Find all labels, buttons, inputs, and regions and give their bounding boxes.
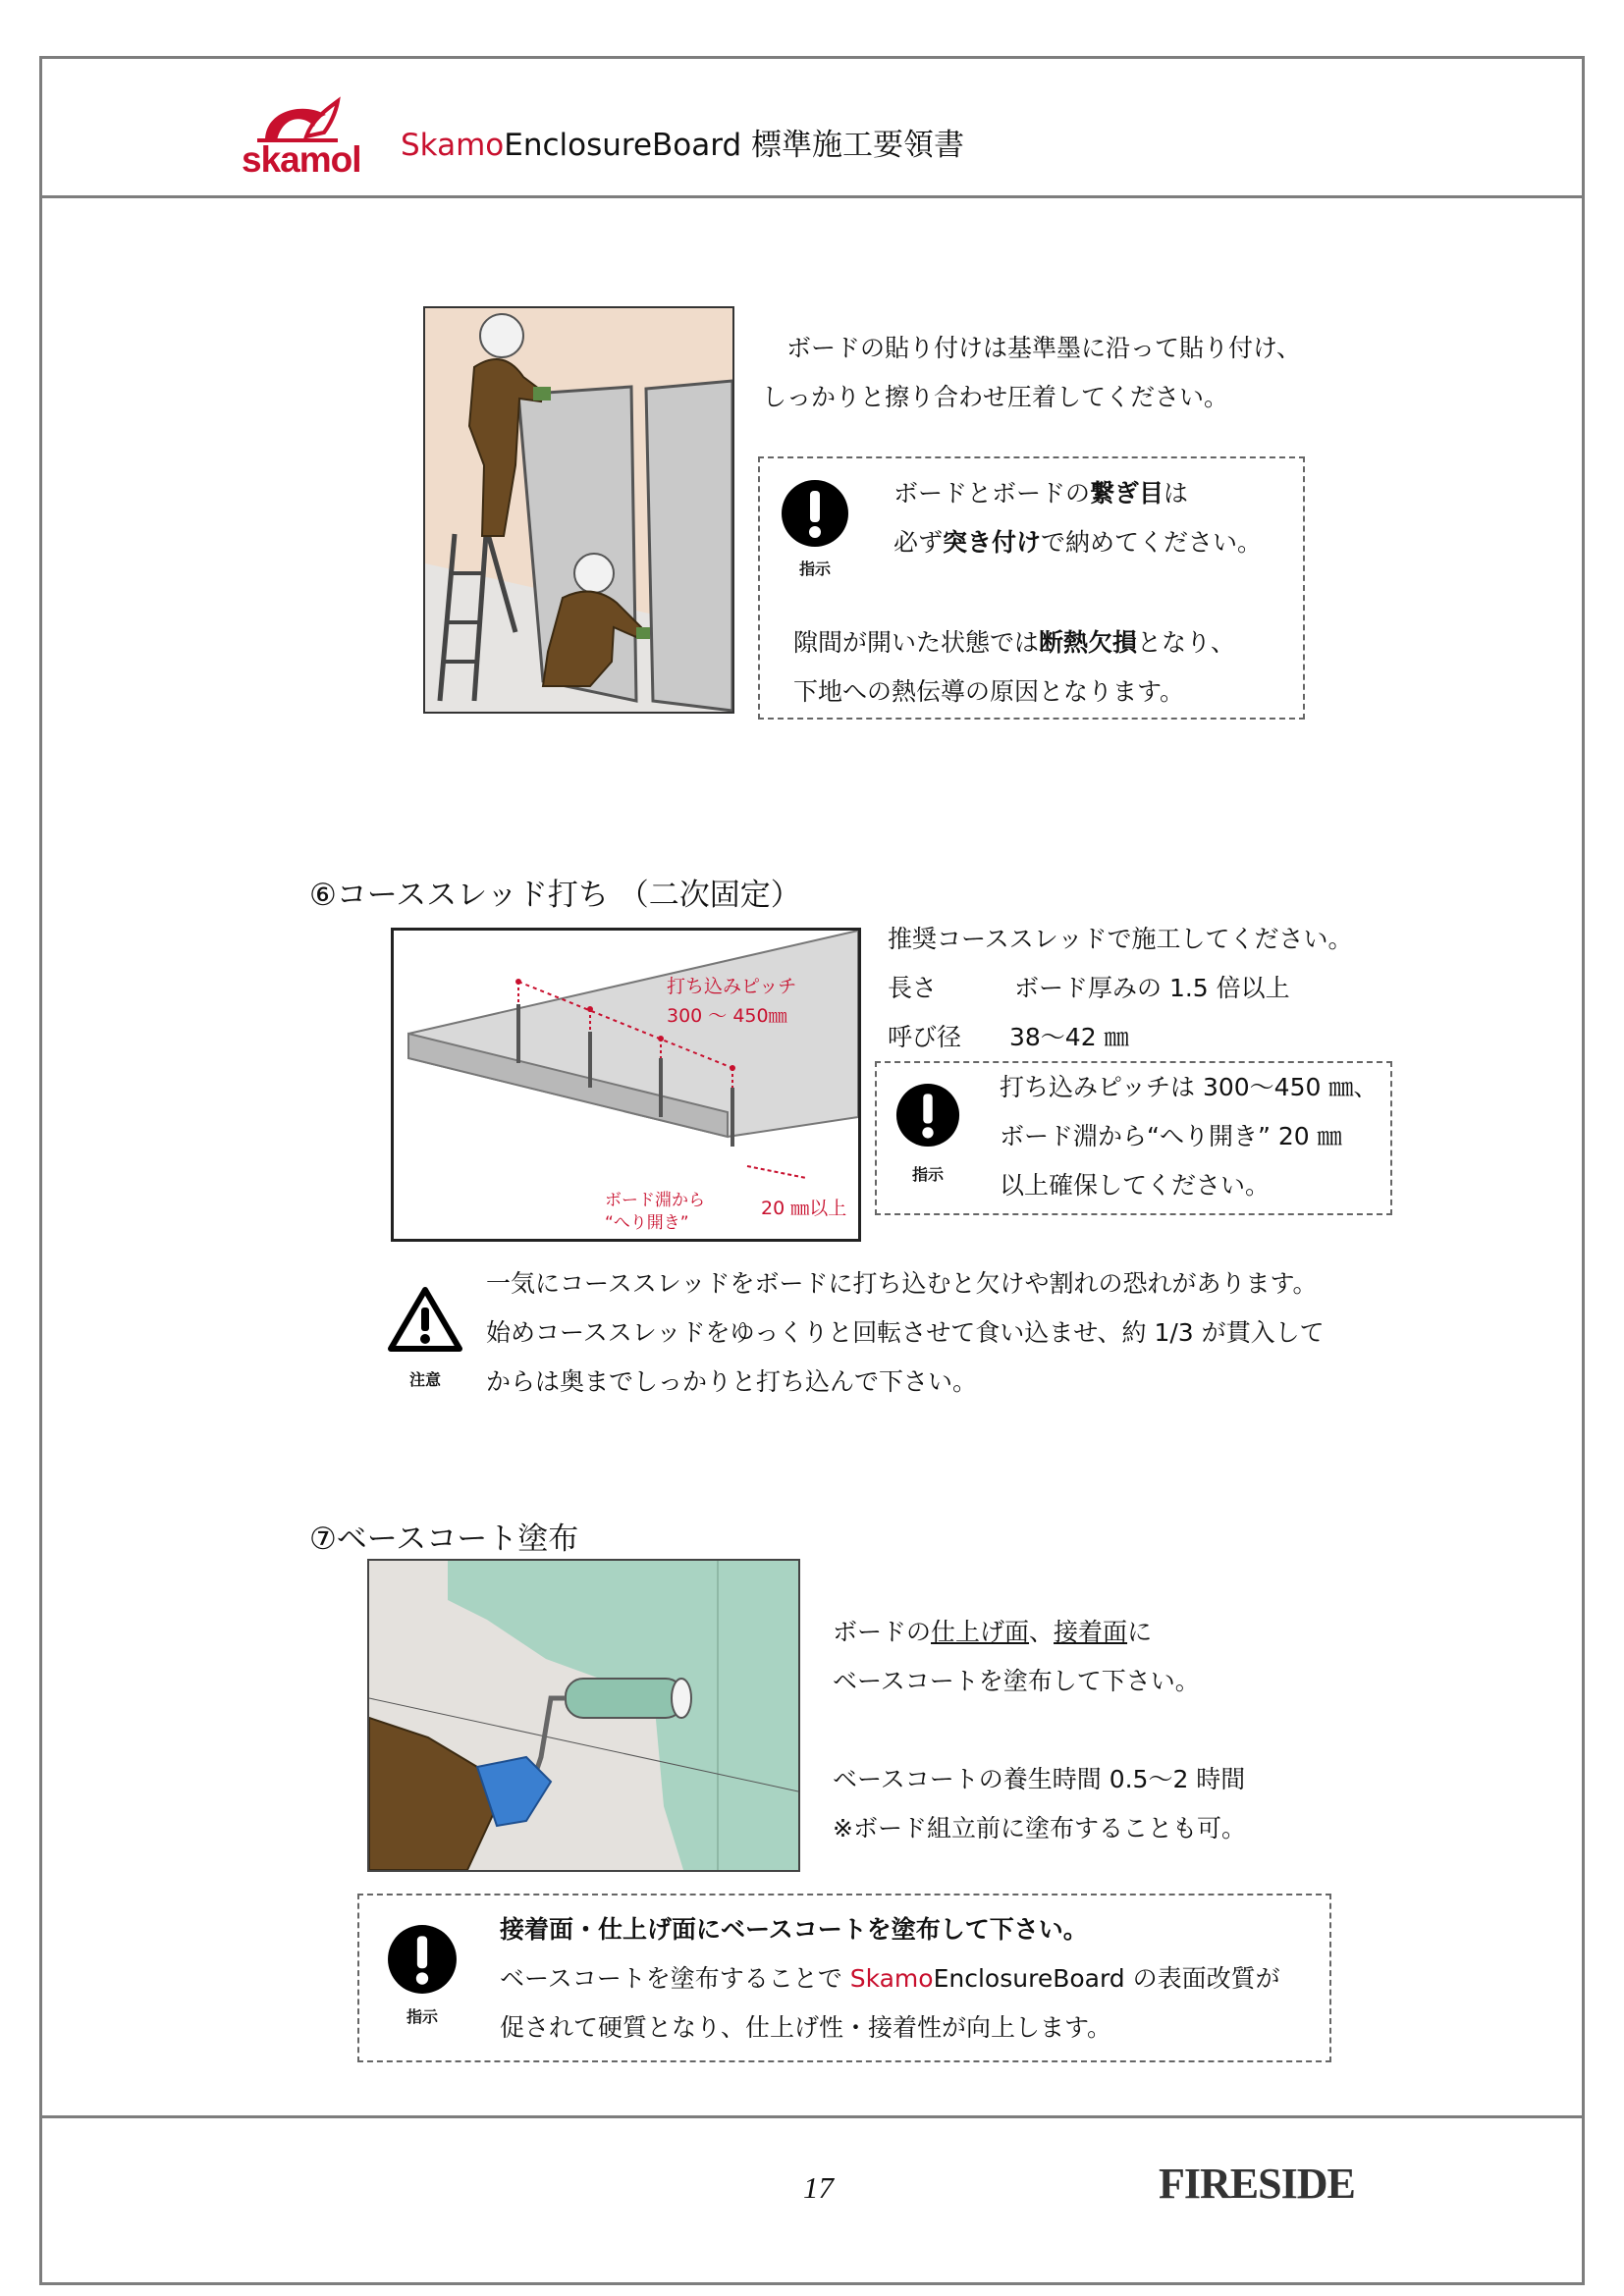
notice-text: は [1164, 479, 1189, 507]
page-number: 17 [803, 2170, 834, 2205]
workers-illustration [425, 308, 732, 712]
notice-text: 隙間が開いた状態では [793, 628, 1040, 657]
notice-emphasis: 断熱欠損 [1039, 628, 1138, 657]
notice-joint-line4: 下地への熱伝導の原因となります。 [793, 677, 1185, 706]
notice-text: EnclosureBoard の表面改質が [933, 1964, 1280, 1993]
spec-diameter-value: 38～42 ㎜ [1009, 1023, 1129, 1051]
document-title [401, 120, 964, 164]
header-divider [39, 195, 1585, 198]
section6-title: ⑥コーススレッド打ち （二次固定） [309, 878, 801, 913]
footer-divider [39, 2115, 1585, 2118]
notice-joint-line2 [893, 518, 1262, 567]
board-install-illustration [423, 306, 734, 714]
spec-intro: 推奨コーススレッドで施工してください。 [888, 925, 1353, 953]
basecoat-line1 [833, 1608, 1152, 1657]
basecoat-notice-line2 [500, 1954, 1280, 2003]
caution-icon [388, 1286, 462, 1357]
edge-value: 20 ㎜以上 [761, 1198, 847, 1219]
spec-length-label: 長さ [888, 974, 938, 1002]
pitch-value: 300 ～ 450㎜ [667, 1005, 787, 1027]
section7-title: ⑦ベースコート塗布 [309, 1522, 579, 1557]
notice-text: ボードとボードの [893, 479, 1091, 507]
edge-label-2: “へり開き” [605, 1213, 689, 1233]
instruction-icon [387, 1924, 458, 1999]
basecoat-text: 、 [1029, 1618, 1055, 1646]
basecoat-text: に [1127, 1618, 1153, 1646]
pitch-label: 打ち込みピッチ [667, 976, 797, 997]
notice-text: となり、 [1137, 628, 1236, 657]
notice-brand: Skamo [849, 1964, 934, 1993]
notice-text: ベースコートを塗布することで [500, 1964, 850, 1993]
instruction-icon [781, 479, 849, 552]
basecoat-notice-line3: 促されて硬質となり、仕上げ性・接着性が向上します。 [500, 2013, 1112, 2042]
title-rest: EnclosureBoard 標準施工要領書 [504, 128, 965, 163]
notice-text: 必ず [893, 528, 944, 557]
notice-emphasis: 繋ぎ目 [1090, 479, 1164, 507]
adhesive-surface-label: 接着面 [1054, 1618, 1128, 1646]
notice-joint-line1 [893, 469, 1188, 518]
title-brand: Skamo [401, 128, 505, 163]
caution-line3: からは奥までしっかりと打ち込んで下さい。 [486, 1367, 978, 1396]
finish-surface-label: 仕上げ面 [931, 1618, 1030, 1646]
base-coat-illustration [367, 1559, 800, 1872]
instruction-icon-label: 指示 [406, 2007, 438, 2026]
logo-text: skamol [242, 139, 361, 180]
pitch-notice-line3: 以上確保してください。 [1000, 1171, 1271, 1200]
notice-emphasis: 突き付け [943, 528, 1042, 557]
screw-pitch-diagram [391, 928, 861, 1242]
notice-text: で納めてください。 [1041, 528, 1263, 557]
fireside-brand: FIRESIDE [1159, 2160, 1355, 2208]
basecoat-line2: ベースコートを塗布して下さい。 [833, 1667, 1200, 1695]
spec-diameter-label: 呼び径 [888, 1023, 962, 1051]
pitch-notice-line2: ボード淵から“へり開き” 20 ㎜ [1000, 1122, 1342, 1150]
spec-length-value: ボード厚みの 1.5 倍以上 [1014, 974, 1290, 1002]
install-text-line2: しっかりと擦り合わせ圧着してください。 [762, 383, 1229, 411]
basecoat-notice-line1: 接着面・仕上げ面にベースコートを塗布して下さい。 [500, 1915, 1088, 1944]
skamol-logo [236, 93, 363, 180]
instruction-icon-label: 指示 [911, 1165, 944, 1184]
instruction-icon-label: 指示 [798, 560, 831, 578]
notice-joint-line3 [793, 618, 1235, 667]
instruction-icon [895, 1083, 960, 1151]
roller-illustration [369, 1561, 798, 1870]
edge-label-1: ボード淵から [605, 1191, 705, 1210]
install-text-line1: ボードの貼り付けは基準墨に沿って貼り付け、 [762, 334, 1302, 362]
basecoat-line3: ベースコートの養生時間 0.5～2 時間 [833, 1765, 1246, 1793]
basecoat-line4: ※ボード組立前に塗布することも可。 [833, 1814, 1246, 1842]
caution-icon-label: 注意 [408, 1370, 441, 1389]
caution-line1: 一気にコーススレッドをボードに打ち込むと欠けや割れの恐れがあります。 [486, 1269, 1318, 1298]
basecoat-text: ボードの [833, 1618, 932, 1646]
pitch-notice-line1: 打ち込みピッチは 300～450 ㎜、 [1000, 1073, 1379, 1101]
caution-line2: 始めコーススレッドをゆっくりと回転させて食い込ませ、約 1/3 が貫入して [486, 1318, 1325, 1347]
